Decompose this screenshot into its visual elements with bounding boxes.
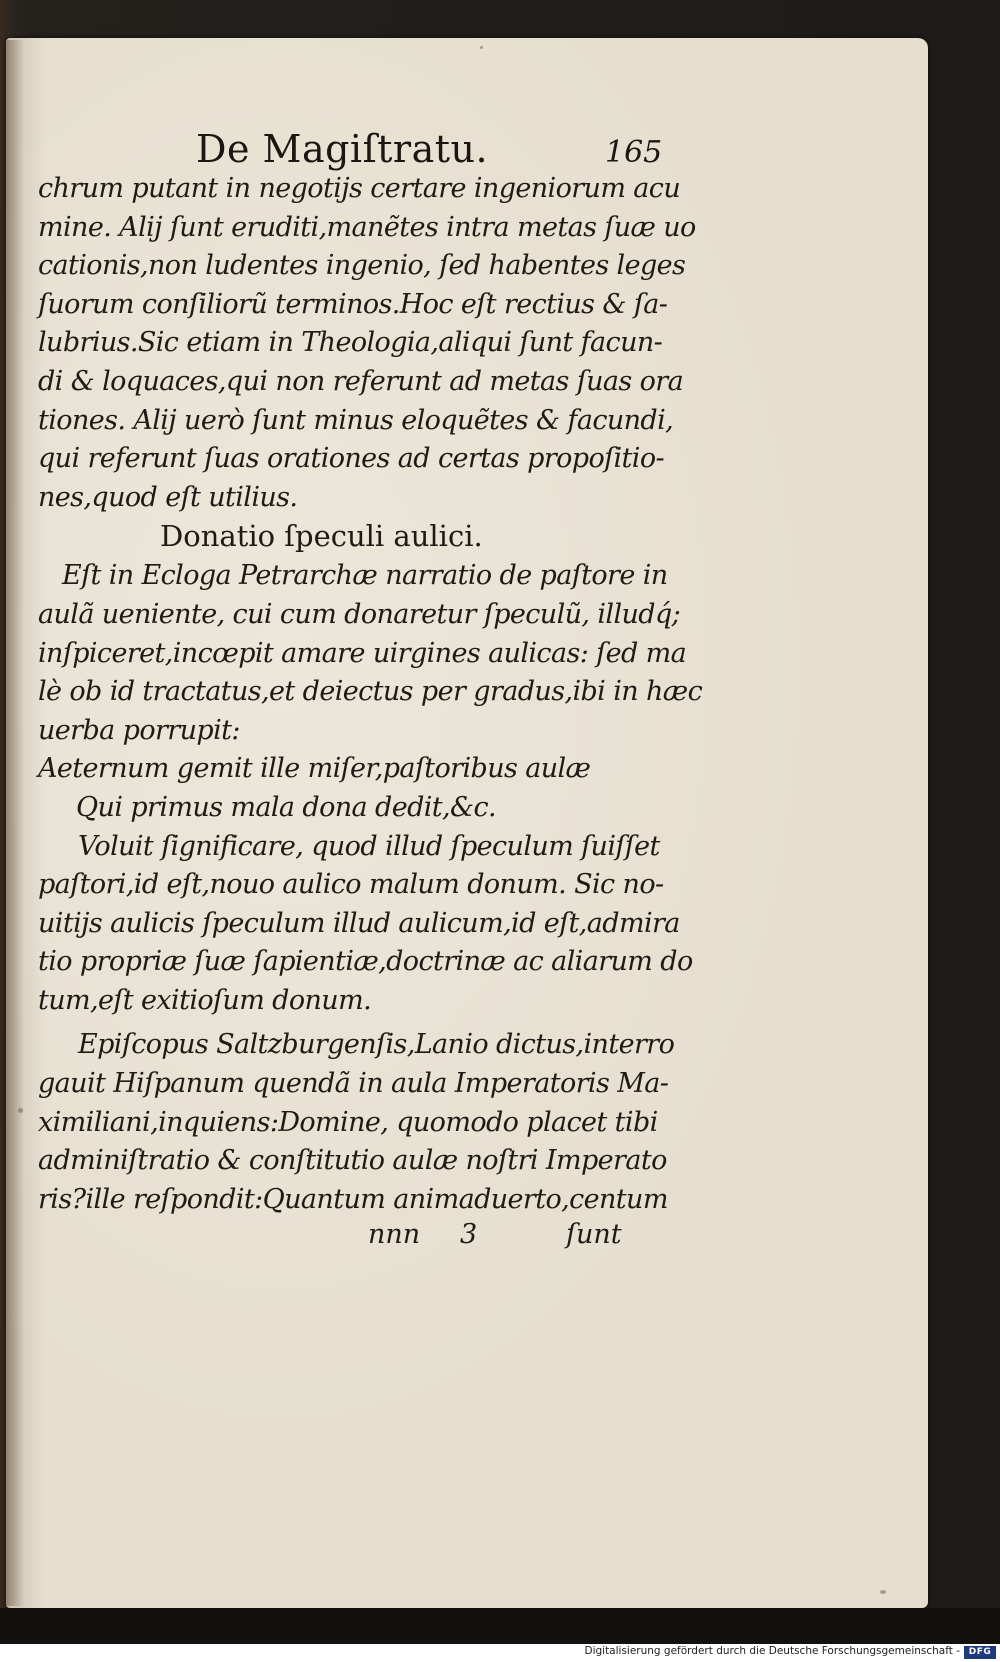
text-line: uitijs aulicis ſpeculum illud aulicum,id eſt,admira (38, 907, 680, 939)
text-line: ſuorum conſiliorũ terminos.Hoc eſt rectius & ſa- (38, 288, 668, 320)
verse-line: Aeternum gemit ille miſer,paſtoribus aulæ (38, 753, 591, 785)
catchword: ſunt (566, 1219, 622, 1250)
paper-speck (18, 1108, 23, 1113)
text-line: aulã ueniente, cui cum donaretur ſpeculũ, illudq́; (38, 598, 681, 630)
text-line: cationis,non ludentes ingenio, ſed habentes leges (38, 250, 686, 282)
verse-line: Qui primus mala dona dedit,&c. (76, 791, 496, 823)
text-line: Voluit ſignificare, quod illud ſpeculum ſuiſſet (78, 830, 660, 862)
text-line: paſtori,id eſt,nouo aulico malum donum. Sic no- (38, 869, 664, 901)
text-line: Epiſcopus Saltzburgenſis,Lanio dictus,interro (78, 1029, 675, 1061)
text-line: di & loquaces,qui non referunt ad metas ſuas ora (38, 365, 684, 397)
page-number: 165 (605, 135, 663, 170)
text-line: tiones. Alij uerò ſunt minus eloquẽtes & facundi, (38, 404, 674, 436)
text-line: tio propriæ ſuæ ſapientiæ,doctrinæ ac aliarum do (38, 946, 693, 978)
footer-credit: Digitalisierung gefördert durch die Deutsche Forschungsgemeinschaft - (584, 1645, 960, 1657)
signature-row (38, 1219, 663, 1259)
text-line: uerba porrupit: (38, 714, 240, 746)
text-line: mine. Alij ſunt eruditi,manẽtes intra metas ſuæ uo (38, 211, 696, 243)
text-line: nes,quod eſt utilius. (38, 481, 298, 513)
text-line: chrum putant in negotijs certare ingeniorum acu (38, 173, 681, 204)
signature-number: 3 (460, 1219, 478, 1250)
text-line: tum,eſt exitioſum donum. (38, 984, 372, 1016)
dfg-logo: DFG (964, 1646, 996, 1659)
scan-bottom-edge (0, 1608, 1000, 1644)
body-text (38, 170, 703, 1219)
page-gutter-shadow (6, 40, 24, 1606)
section-heading: Donatio ſpeculi aulici. (160, 519, 483, 554)
text-line: gauit Hiſpanum quendã in aula Imperatoris Ma- (38, 1068, 669, 1100)
signature-mark: nnn (368, 1219, 421, 1250)
text-line: ris?ille reſpondit:Quantum animaduerto,centum (38, 1183, 668, 1215)
footer-bar (0, 1644, 1000, 1662)
running-head: De Magiſtratu. (196, 127, 489, 171)
text-line: Eſt in Ecloga Petrarchæ narratio de paſtore in (62, 560, 668, 592)
paper-speck (480, 46, 483, 49)
text-line: adminiſtratio & conſtitutio aulæ noſtri Imperato (38, 1145, 667, 1177)
text-line: lè ob id tractatus,et deiectus per gradus,ibi in hæc (38, 676, 703, 708)
text-line: lubrius.Sic etiam in Theologia,aliqui ſunt facun- (38, 327, 663, 359)
text-line: qui referunt ſuas orationes ad certas propoſitio- (38, 443, 665, 475)
text-line: inſpiceret,incœpit amare uirgines aulicas: ſed ma (38, 637, 687, 669)
text-line: ximiliani,inquiens:Domine, quomodo placet tibi (38, 1106, 658, 1138)
paper-speck (880, 1590, 886, 1594)
